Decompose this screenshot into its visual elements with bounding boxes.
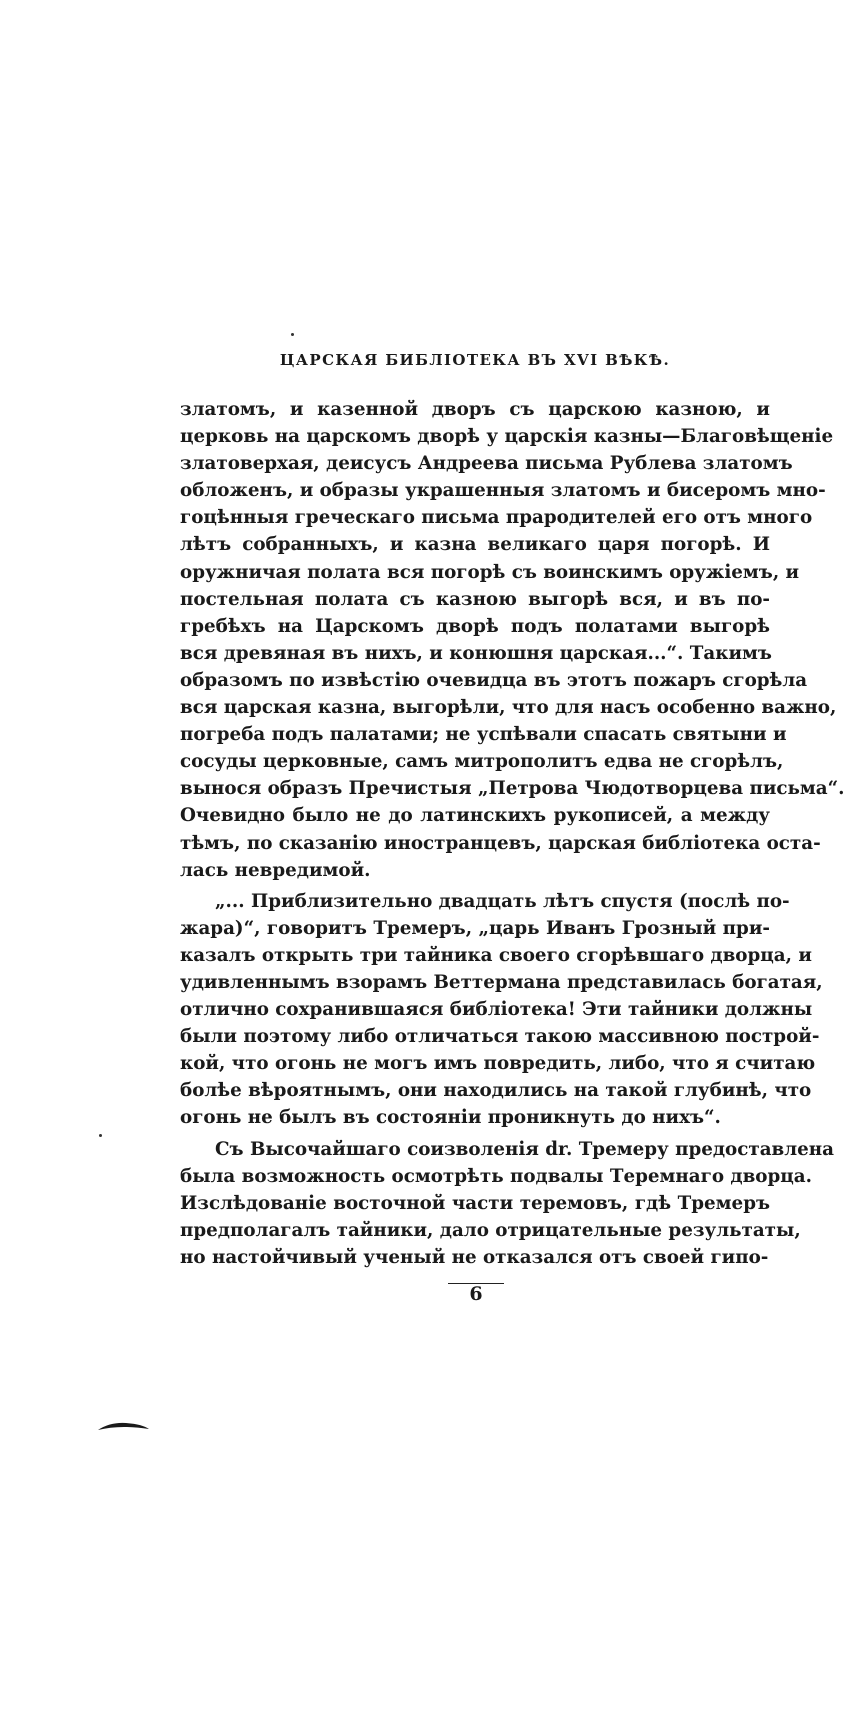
text-line: вся древяная въ нихъ, и конюшня царская...“. Такимъ (180, 642, 772, 664)
text-line: Очевидно было не до латинскихъ рукописей, а между (180, 805, 770, 827)
text-line: погреба подъ палатами; не успѣвали спасать святыни и (180, 724, 787, 746)
text-line: златоверхая, деисусъ Андреева письма Рублева златомъ (180, 453, 793, 475)
text-line: постельная полата съ казною выгорѣ вся, и въ по- (180, 588, 770, 610)
text-line: гребѣхъ на Царскомъ дворѣ подъ полатами выгорѣ (180, 615, 770, 637)
page-number: 6 (469, 1283, 483, 1305)
text-line: болѣе вѣроятнымъ, они находились на такой глубинѣ, что (180, 1080, 812, 1102)
text-line: вынося образъ Пречистыя „Петрова Чюдотворцева письма“. (180, 778, 845, 800)
text-line: златомъ, и казенной дворъ съ царскою казною, и (180, 399, 770, 420)
text-line: но настойчивый ученый не отказался отъ своей гипо- (180, 1246, 769, 1268)
text-line: удивленнымъ взорамъ Веттермана представилась богатая, (180, 971, 823, 993)
text-line: „... Приблизительно двадцать лѣтъ спустя (послѣ по- (215, 890, 790, 912)
text-line: Изслѣдованiе восточной части теремовъ, гдѣ Тремеръ (180, 1192, 770, 1214)
ink-blot (96, 1422, 150, 1431)
text-line: лѣтъ собранныхъ, и казна великаго царя погорѣ. И (180, 534, 770, 556)
text-line: вся царская казна, выгорѣли, что для насъ особенно важно, (180, 697, 837, 719)
running-head: ЦАРСКАЯ БИБЛIОТЕКА ВЪ XVI ВѢКѢ. (279, 351, 671, 369)
text-line: Съ Высочайшаго соизволенiя dr. Тремеру предоставлена (215, 1138, 835, 1160)
text-line: тѣмъ, по сказанiю иностранцевъ, царская библiотека оста- (180, 832, 821, 854)
text-line: казалъ открыть три тайника своего сгорѣвшаго дворца, и (180, 944, 812, 966)
text-line: гоцѣнныя греческаго письма прародителей его отъ много (180, 507, 813, 529)
text-line: отлично сохранившаяся библiотека! Эти тайники должны (180, 999, 813, 1021)
text-line: сосуды церковные, самъ митрополитъ едва не сгорѣлъ, (180, 751, 784, 773)
text-line: кой, что огонь не могъ имъ повредить, либо, что я считаю (180, 1053, 816, 1075)
body-text (180, 396, 845, 1271)
text-line: огонь не былъ въ состоянiи проникнуть до нихъ“. (180, 1107, 721, 1129)
text-line: образомъ по извѣстiю очевидца въ этотъ пожаръ сгорѣла (180, 669, 808, 691)
ink-speck (99, 1134, 102, 1137)
text-line: жара)“, говоритъ Тремеръ, „царь Иванъ Грозный при- (180, 917, 770, 939)
text-line: были поэтому либо отличаться такою массивною построй- (180, 1026, 820, 1048)
text-line: церковь на царскомъ дворѣ у царскiя казны—Благовѣщенiе (180, 426, 834, 448)
text-line: оружничая полата вся погорѣ съ воинскимъ оружiемъ, и (180, 561, 800, 583)
text-line: предполагалъ тайники, дало отрицательные результаты, (180, 1219, 801, 1241)
text-line: лась невредимой. (180, 859, 371, 881)
text-line: была возможность осмотрѣть подвалы Теремнаго дворца. (180, 1165, 812, 1187)
ink-speck (291, 333, 294, 336)
text-line: обложенъ, и образы украшенныя златомъ и бисеромъ мно- (180, 480, 826, 502)
